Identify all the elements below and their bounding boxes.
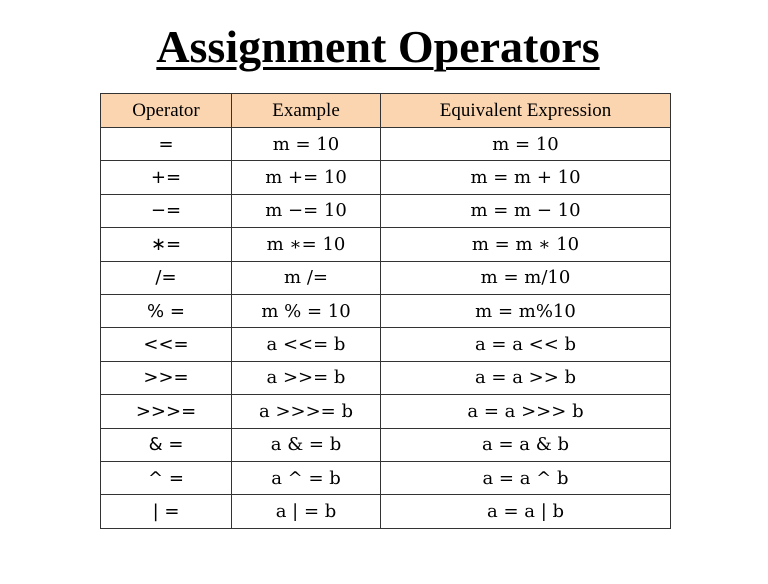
- cell-example: a | = b: [232, 495, 381, 528]
- table-row: [101, 261, 671, 294]
- cell-equivalent: m = 10: [381, 128, 671, 161]
- table-row: [101, 128, 671, 161]
- cell-operator: <<=: [101, 328, 232, 361]
- page-title: Assignment Operators: [156, 21, 600, 72]
- cell-equivalent: m = m%10: [381, 294, 671, 327]
- cell-example: m % = 10: [232, 294, 381, 327]
- cell-equivalent: a = a | b: [381, 495, 671, 528]
- table-row: [101, 461, 671, 494]
- cell-operator: ∗=: [101, 228, 232, 261]
- cell-equivalent: a = a >>> b: [381, 395, 671, 428]
- cell-example: a & = b: [232, 428, 381, 461]
- cell-example: m ∗= 10: [232, 228, 381, 261]
- table-row: [101, 228, 671, 261]
- table-row: [101, 361, 671, 394]
- table-row: [101, 495, 671, 528]
- cell-equivalent: m = m − 10: [381, 194, 671, 227]
- cell-operator: −=: [101, 194, 232, 227]
- cell-equivalent: a = a << b: [381, 328, 671, 361]
- cell-operator: >>>=: [101, 395, 232, 428]
- table-row: [101, 194, 671, 227]
- cell-equivalent: a = a ^ b: [381, 461, 671, 494]
- cell-example: a >>= b: [232, 361, 381, 394]
- table-row: [101, 328, 671, 361]
- header-example: Example: [232, 94, 381, 128]
- cell-equivalent: m = m + 10: [381, 161, 671, 194]
- cell-operator: | =: [101, 495, 232, 528]
- table-header-row: [101, 94, 671, 128]
- cell-example: m = 10: [232, 128, 381, 161]
- cell-operator: +=: [101, 161, 232, 194]
- cell-operator: ^ =: [101, 461, 232, 494]
- cell-example: a >>>= b: [232, 395, 381, 428]
- table-row: [101, 161, 671, 194]
- cell-example: m /=: [232, 261, 381, 294]
- cell-example: m −= 10: [232, 194, 381, 227]
- cell-operator: % =: [101, 294, 232, 327]
- cell-equivalent: a = a >> b: [381, 361, 671, 394]
- cell-equivalent: a = a & b: [381, 428, 671, 461]
- header-equivalent: Equivalent Expression: [381, 94, 671, 128]
- cell-equivalent: m = m/10: [381, 261, 671, 294]
- cell-example: a ^ = b: [232, 461, 381, 494]
- cell-example: a <<= b: [232, 328, 381, 361]
- table-row: [101, 428, 671, 461]
- operators-table: [100, 93, 671, 529]
- cell-example: m += 10: [232, 161, 381, 194]
- cell-operator: /=: [101, 261, 232, 294]
- cell-equivalent: m = m ∗ 10: [381, 228, 671, 261]
- header-operator: Operator: [101, 94, 232, 128]
- table-row: [101, 294, 671, 327]
- cell-operator: =: [101, 128, 232, 161]
- table-row: [101, 395, 671, 428]
- cell-operator: & =: [101, 428, 232, 461]
- cell-operator: >>=: [101, 361, 232, 394]
